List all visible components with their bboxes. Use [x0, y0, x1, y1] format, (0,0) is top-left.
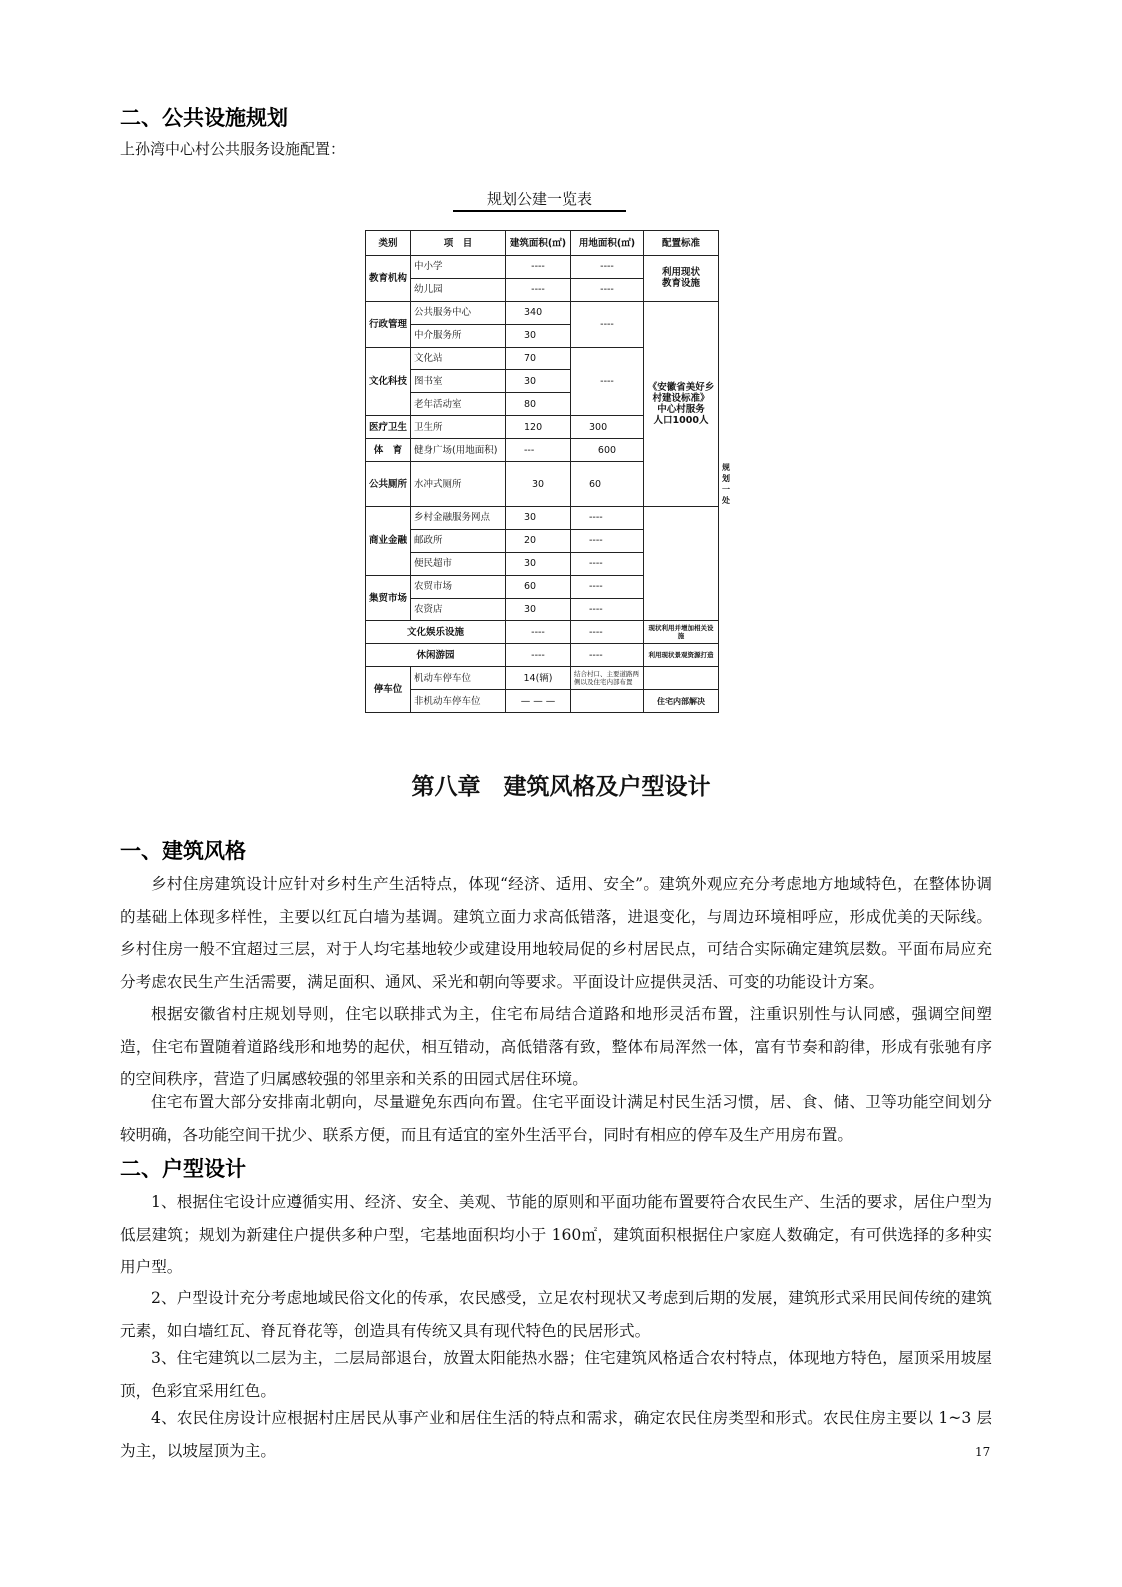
value-cell: 60	[506, 575, 571, 598]
table-row: 公共厕所 水冲式厕所 30 60 规划一处	[366, 462, 719, 507]
header-category: 类别	[366, 231, 411, 256]
item-cell: 便民超市	[411, 552, 506, 575]
value-cell: 600	[571, 439, 644, 462]
item-cell: 文化站	[411, 347, 506, 370]
value-cell: 60	[571, 462, 644, 507]
item-cell: 农资店	[411, 598, 506, 621]
item-cell: 幼儿园	[411, 278, 506, 301]
category-cell: 体 育	[366, 439, 411, 462]
header-building-area: 建筑面积(㎡)	[506, 231, 571, 256]
category-cell: 教育机构	[366, 256, 411, 302]
table-row	[366, 621, 719, 644]
value-cell: 300	[571, 416, 644, 439]
value-cell-empty	[571, 690, 644, 713]
paragraph: 乡村住房建筑设计应针对乡村生产生活特点，体现“经济、适用、安全”。建筑外观应充分考虑地方地域特色，在整体协调的基础上体现多样性，主要以红瓦白墙为基调。建筑立面力求高低错落，进退变化，与周边环境相呼应，形成优美的天际线。乡村住房一般不宜超过三层，对于人均宅基地较少或建设用地较局促的乡村居民点，可结合实际确定建筑层数。平面布局应充分考虑农民生产生活需要，满足面积、通风、采光和朝向等要求。平面设计应提供灵活、可变的功能设计方案。	[120, 875, 992, 991]
item-cell: 中小学	[411, 256, 506, 279]
category-cell: 商业金融	[366, 507, 411, 576]
standard-cell: 住宅内部解决	[644, 690, 719, 713]
category-cell: 文化科技	[366, 347, 411, 416]
value-cell: 20	[506, 529, 571, 552]
item-cell: 乡村金融服务网点	[411, 507, 506, 530]
item-cell: 邮政所	[411, 529, 506, 552]
item-cell: 卫生所	[411, 416, 506, 439]
item-cell-merged: 休闲游园	[366, 644, 506, 667]
value-cell: ----	[571, 598, 644, 621]
value-cell: ----	[571, 256, 644, 279]
item-cell: 中介服务所	[411, 324, 506, 347]
value-cell: ----	[571, 552, 644, 575]
header-standard: 配置标准	[644, 231, 719, 256]
paragraph: 3、住宅建筑以二层为主，二层局部退台，放置太阳能热水器；住宅建筑风格适合农村特点，体现地方特色，屋顶采用坡屋顶，色彩宜采用红色。	[120, 1349, 992, 1400]
standard-cell: 利用现状 教育设施	[644, 256, 719, 302]
section-heading-public-facilities: 二、公共设施规划	[120, 106, 288, 130]
value-cell: 30	[506, 462, 571, 507]
table-title: 规划公建一览表	[486, 190, 592, 208]
value-cell: ----	[571, 529, 644, 552]
standard-cell-empty	[644, 507, 719, 621]
value-cell: ----	[571, 644, 644, 667]
value-cell: 结合村口、主要道路两侧以及住宅内部布置	[571, 667, 644, 690]
value-cell: ----	[571, 507, 644, 530]
table-row	[366, 301, 719, 324]
value-cell: ----	[506, 278, 571, 301]
value-cell: 120	[506, 416, 571, 439]
public-facilities-table	[365, 230, 730, 713]
category-cell: 集贸市场	[366, 575, 411, 621]
item-cell: 非机动车停车位	[411, 690, 506, 713]
table-row	[366, 667, 719, 690]
table-row	[366, 507, 719, 530]
item-cell: 水冲式厕所	[411, 462, 506, 507]
header-land-area: 用地面积(㎡)	[571, 231, 644, 256]
value-cell: ----	[506, 644, 571, 667]
standard-cell-empty	[644, 667, 719, 690]
value-cell: ----	[571, 301, 644, 347]
item-cell: 公共服务中心	[411, 301, 506, 324]
standard-cell: 利用现状景观资源打造	[644, 644, 719, 667]
value-cell: 80	[506, 393, 571, 416]
category-cell: 公共厕所	[366, 462, 411, 507]
category-cell: 医疗卫生	[366, 416, 411, 439]
table-header-row	[366, 231, 719, 256]
item-cell: 机动车停车位	[411, 667, 506, 690]
value-cell: ----	[571, 621, 644, 644]
table-row	[366, 256, 719, 279]
item-cell-merged: 文化娱乐设施	[366, 621, 506, 644]
value-cell: ----	[571, 575, 644, 598]
category-cell: 行政管理	[366, 301, 411, 347]
paragraph: 2、户型设计充分考虑地域民俗文化的传承，农民感受，立足农村现状又考虑到后期的发展，建筑形式采用民间传统的建筑元素，如白墙红瓦、脊瓦脊花等，创造具有传统又具有现代特色的民居形式。	[120, 1289, 992, 1340]
table-row	[366, 690, 719, 713]
page-number: 17	[975, 1445, 991, 1459]
table-title-underline	[453, 210, 626, 212]
value-cell: 14(辆)	[506, 667, 571, 690]
standard-cell: 现状利用并增加相关设施	[644, 621, 719, 644]
header-item: 项 目	[411, 231, 506, 256]
section-heading-architecture-style: 一、建筑风格	[120, 839, 246, 863]
table-row	[366, 644, 719, 667]
chapter-title: 第八章 建筑风格及户型设计	[411, 774, 711, 800]
value-cell: 30	[506, 598, 571, 621]
item-cell: 图书室	[411, 370, 506, 393]
value-cell: — — —	[506, 690, 571, 713]
paragraph: 住宅布置大部分安排南北朝向，尽量避免东西向布置。住宅平面设计满足村民生活习惯，居、食、储、卫等功能空间划分较明确，各功能空间干扰少、联系方便，而且有适宜的室外生活平台，同时有相应的停车及生产用房布置。	[120, 1093, 992, 1144]
value-cell: ----	[571, 278, 644, 301]
item-cell: 健身广场(用地面积)	[411, 439, 506, 462]
value-cell: ----	[506, 621, 571, 644]
value-cell: ---	[506, 439, 571, 462]
value-cell: 340	[506, 301, 571, 324]
item-cell: 老年活动室	[411, 393, 506, 416]
paragraph: 1、根据住宅设计应遵循实用、经济、安全、美观、节能的原则和平面功能布置要符合农民生产、生活的要求，居住户型为低层建筑；规划为新建住户提供多种户型，宅基地面积均小于 160㎡，建筑面积根据住户家庭人数确定，有可供选择的多种实用户型。	[120, 1193, 992, 1276]
value-cell: 70	[506, 347, 571, 370]
value-cell: 30	[506, 507, 571, 530]
standard-cell: 《安徽省美好乡 村建设标准》 中心村服务 人口1000人	[644, 301, 719, 506]
paragraph: 4、农民住房设计应根据村庄居民从事产业和居住生活的特点和需求，确定农民住房类型和形式。农民住房主要以 1~3 层为主，以坡屋顶为主。	[120, 1409, 992, 1460]
item-cell: 农贸市场	[411, 575, 506, 598]
value-cell: 30	[506, 552, 571, 575]
paragraph: 根据安徽省村庄规划导则，住宅以联排式为主，住宅布局结合道路和地形灵活布置，注重识别性与认同感，强调空间塑造，住宅布置随着道路线形和地势的起伏，相互错动，高低错落有致，整体布局浑然一体，富有节奏和韵律，形成有张驰有序的空间秩序，营造了归属感较强的邻里亲和关系的田园式居住环境。	[120, 1005, 992, 1088]
value-cell: 30	[506, 324, 571, 347]
section-heading-unit-design: 二、户型设计	[120, 1157, 246, 1181]
value-cell: 30	[506, 370, 571, 393]
intro-text: 上孙湾中心村公共服务设施配置：	[120, 140, 346, 158]
category-cell: 停车位	[366, 667, 411, 713]
value-cell: ----	[571, 347, 644, 416]
value-cell: ----	[506, 256, 571, 279]
